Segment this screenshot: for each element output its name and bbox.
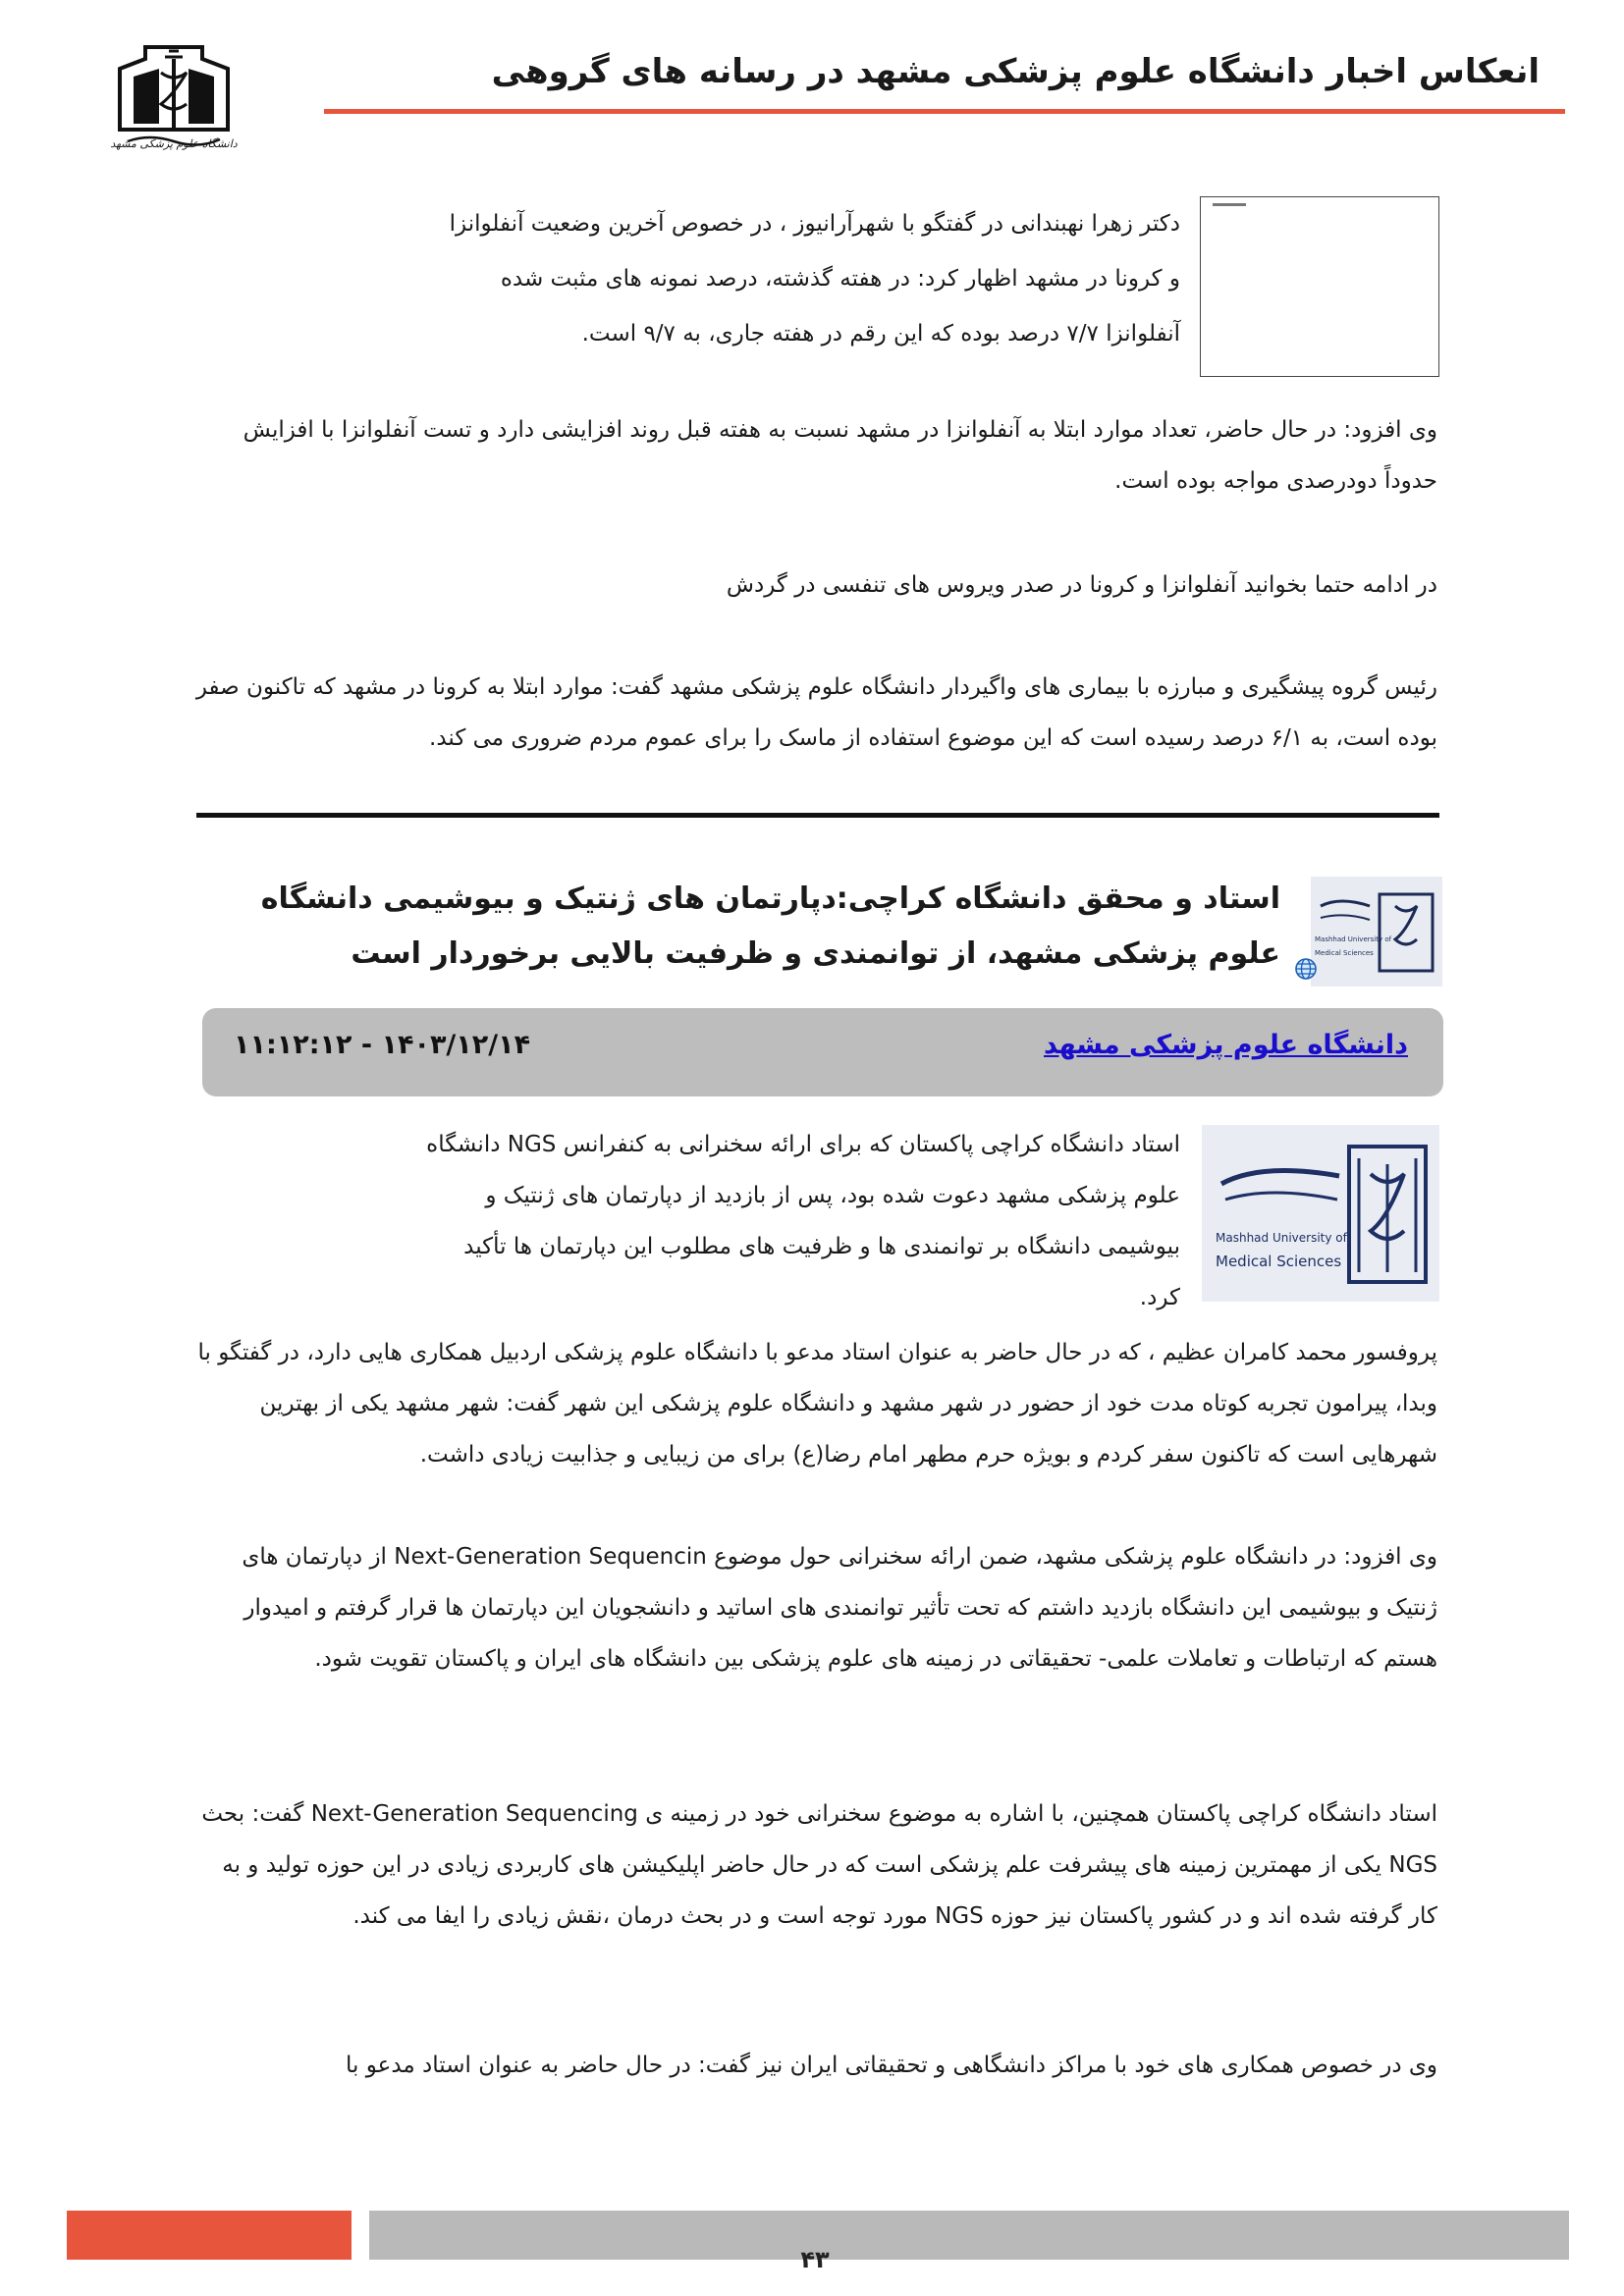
logo-text-en: Mashhad University of xyxy=(1315,935,1392,943)
footer-bar xyxy=(369,2211,1569,2260)
source-date-bar xyxy=(202,1008,1443,1096)
section-divider xyxy=(196,813,1439,818)
logo-text-en: Medical Sciences xyxy=(1315,949,1374,957)
image-placeholder xyxy=(1200,196,1439,377)
paragraph: استاد دانشگاه کراچی پاکستان همچنین، با اشاره به موضوع سخنرانی خود در زمینه ی Next-Generation Sequencing گفت: بحث NGS یکی از مهمترین زمینه های پیشرفت علم پزشکی است که در حال حاضر اپلیکیشن های کاربردی زیادی در این حوزه تولید و به کار گرفته شده اند و در کشور پاکستان نیز حوزه NGS مورد توجه است و در بحث درمان ،نقش زیادی را ایفا می کند. xyxy=(201,1801,1437,1929)
source-link[interactable]: دانشگاه علوم پزشکی مشهد xyxy=(1044,1030,1408,1060)
logo-caption: دانشگاه علوم پزشکی مشهد xyxy=(110,137,238,150)
page-number: ۴۳ xyxy=(800,2246,830,2273)
publish-datetime: ۱۴۰۳/۱۲/۱۴ - ۱۱:۱۲:۱۲ xyxy=(234,1030,531,1060)
university-logo xyxy=(110,39,238,167)
logo-text-en: Mashhad University of xyxy=(1216,1231,1347,1245)
footer-accent-bar xyxy=(67,2211,352,2260)
logo-text-en: Medical Sciences xyxy=(1216,1253,1342,1270)
paragraph: وی افزود: در دانشگاه علوم پزشکی مشهد، ضمن ارائه سخنرانی حول موضوع Next-Generation Sequencin از دپارتمان های ژنتیک و بیوشیمی این دانشگاه بازدید داشتم که تحت تأثیر توانمندی های اساتید و دانشجویان این دپارتمان ها قرار گرفتم و امیدوار هستم که ارتباطات و تعاملات علمی- تحقیقاتی در زمینه های علوم پزشکی بین دانشگاه های ایران و پاکستان تقویت شود. xyxy=(242,1544,1437,1672)
paragraph: رئیس گروه پیشگیری و مبارزه با بیماری های واگیردار دانشگاه علوم پزشکی مشهد گفت: موارد ابتلا به کرونا در مشهد که تاکنون صفر بوده است، به ۶/۱ درصد رسیده است که این موضوع استفاده از ماسک را برای عموم مردم ضروری می کند. xyxy=(195,674,1437,751)
news-source-logo xyxy=(1311,877,1442,987)
paragraph: دکتر زهرا نهبندانی در گفتگو با شهرآرانیوز ، در خصوص آخرین وضعیت آنفلوانزا و کرونا در مشهد اظهار کرد: در هفته گذشته، درصد نمونه های مثبت شده آنفلوانزا ۷/۷ درصد بوده که این رقم در هفته جاری، به ۹/۷ است. xyxy=(449,211,1180,347)
paragraph: وی افزود: در حال حاضر، تعداد موارد ابتلا به آنفلوانزا در مشهد نسبت به هفته قبل روند افزایشی دارد و تست آنفلوانزا با افزایش حدوداً دودرصدی مواجه بوده است. xyxy=(243,417,1437,494)
paragraph: در ادامه حتما بخوانید آنفلوانزا و کرونا در صدر ویروس های تنفسی در گردش xyxy=(726,572,1437,598)
paragraph: پروفسور محمد کامران عظیم ، که در حال حاضر به عنوان استاد مدعو با دانشگاه علوم پزشکی اردبیل همکاری هایی دارد، در گفتگو با وبدا، پیرامون تجربه کوتاه مدت خود از حضور در شهر مشهد و دانشگاه علوم پزشکی این شهر گفت: شهر مشهد یکی از بهترین شهرهایی است که تاکنون سفر کردم و بویژه حرم مطهر امام رضا(ع) برای من زیبایی و جذابیت زیادی داشت. xyxy=(197,1340,1437,1468)
paragraph: استاد دانشگاه کراچی پاکستان که برای ارائه سخنرانی به کنفرانس NGS دانشگاه علوم پزشکی مشهد دعوت شده بود، پس از بازدید از دپارتمان های ژنتیک و بیوشیمی دانشگاه بر توانمندی ها و ظرفیت های مطلوب این دپارتمان ها تأکید کرد. xyxy=(426,1132,1180,1310)
paragraph: وی در خصوص همکاری های خود با مراکز دانشگاهی و تحقیقاتی ایران نیز گفت: در حال حاضر به عنوان استاد مدعو با xyxy=(346,2053,1437,2078)
page-title: انعکاس اخبار دانشگاه علوم پزشکی مشهد در رسانه های گروهی xyxy=(491,52,1540,91)
header-rule xyxy=(324,109,1565,114)
mums-logo-image xyxy=(1202,1125,1439,1302)
globe-icon[interactable] xyxy=(1294,957,1318,981)
article-title: استاد و محقق دانشگاه کراچی:دپارتمان های ژنتیک و بیوشیمی دانشگاه علوم پزشکی مشهد، از توانمندی و ظرفیت بالایی برخوردار است xyxy=(260,881,1280,971)
